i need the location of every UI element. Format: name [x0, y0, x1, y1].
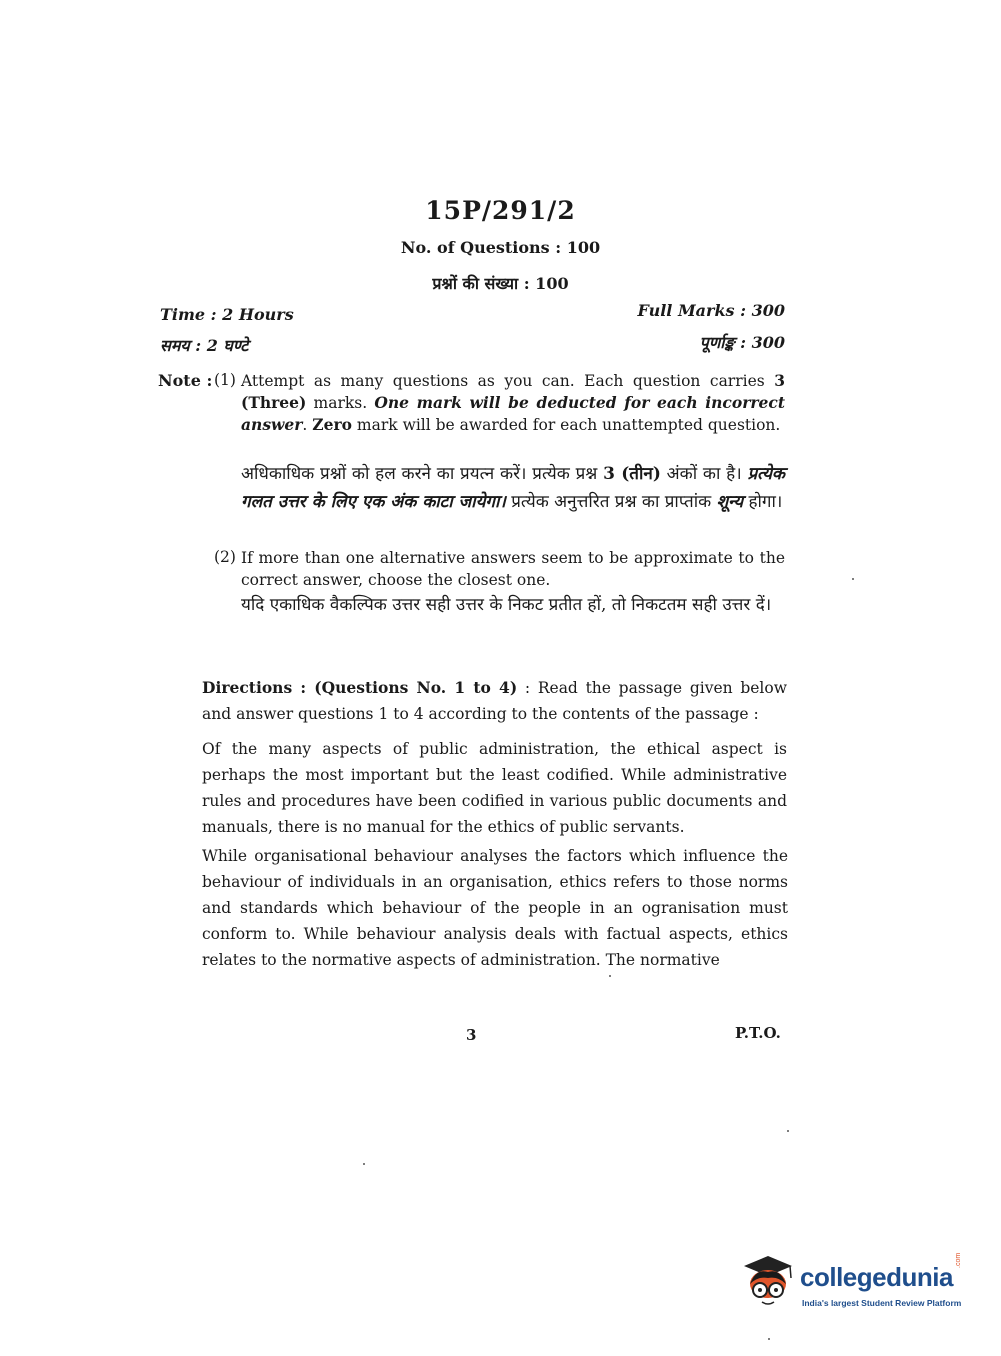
logo-tagline: India's largest Student Review Platform	[802, 1298, 962, 1308]
note-label: Note :	[158, 371, 213, 390]
collegedunia-logo	[742, 1250, 972, 1320]
passage-paragraph-1: Of the many aspects of public administration, the ethical aspect is perhaps the most important but the least codified. While administrative rules and procedures have been codified in various public documents and manuals, there is no manual for the ethics of public servants.	[202, 740, 787, 836]
scan-speck	[609, 975, 611, 977]
directions-text: : Read the passage given below and answer questions 1 to 4 according to the contents of the passage :	[202, 679, 787, 723]
scan-speck	[787, 1130, 789, 1132]
logo-wordmark: collegedunia	[800, 1262, 953, 1292]
logo-suffix: .com	[955, 1252, 962, 1268]
note-item-2-number: (2)	[214, 548, 236, 566]
note-item-1-en: Attempt as many questions as you can. Each question carries 3 (Three) marks. One mark will be deducted for each incorrect answer. Zero mark will be awarded for each unattempted question.	[241, 371, 785, 434]
passage-paragraph-2: While organisational behaviour analyses the factors which influence the behaviour of individuals in an organisation, ethics refers to those norms and standards which behaviour of the people in an ogranisation must conform to. While behaviour analysis deals with factual aspects, ethics relates to the normative aspects of administration. The normative	[202, 847, 788, 969]
note-item-2-hi: यदि एकाधिक वैकल्पिक उत्तर सही उत्तर के निकट प्रतीत हों, तो निकटतम सही उत्तर दें।	[241, 595, 772, 615]
mascot-icon	[742, 1254, 794, 1310]
directions	[202, 675, 787, 727]
number-of-questions-hi: प्रश्नों की संख्या : 100	[432, 274, 569, 293]
note-item-1-hi: अधिकाधिक प्रश्नों को हल करने का प्रयत्न करें। प्रत्येक प्रश्न 3 (तीन) अंकों का है। प्रत्येक गलत उत्तर के लिए एक अंक काटा जायेगा। प्रत्येक अनुत्तरित प्रश्न का प्राप्तांक शून्य होगा।	[241, 464, 785, 512]
paper-code: 15P/291/2	[425, 196, 576, 225]
full-marks-en: Full Marks : 300	[637, 301, 785, 320]
note-item-2-en: If more than one alternative answers seem to be approximate to the correct answer, choose the closest one.	[241, 549, 785, 589]
full-marks-hi: पूर्णाङ्क : 300	[699, 333, 785, 352]
time-en: Time : 2 Hours	[160, 305, 294, 324]
directions-label: Directions : (Questions No. 1 to 4)	[202, 678, 518, 697]
time-hi: समय : 2 घण्टे	[160, 336, 249, 355]
page-number: 3	[466, 1026, 477, 1044]
number-of-questions-en: No. of Questions : 100	[400, 238, 601, 257]
pto-label: P.T.O.	[735, 1024, 781, 1042]
scan-speck	[363, 1163, 365, 1165]
scan-speck	[852, 578, 854, 580]
scan-speck	[768, 1338, 770, 1340]
note-item-1-number: (1)	[214, 371, 236, 389]
